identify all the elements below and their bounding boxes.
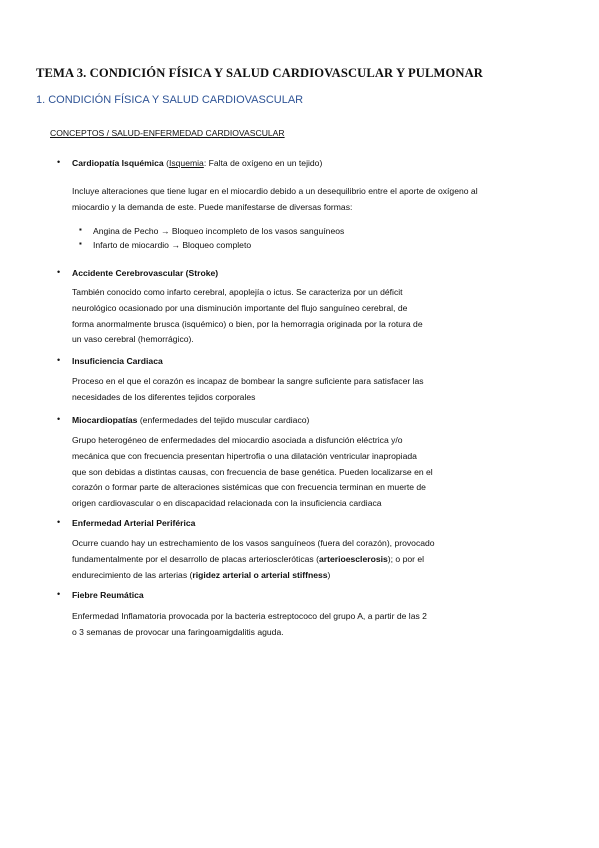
- bullet-icon: •: [57, 157, 61, 167]
- item-title: Insuficiencia Cardiaca: [72, 356, 163, 366]
- page-title: TEMA 3. CONDICIÓN FÍSICA Y SALUD CARDIOVASCULAR Y PULMONAR: [36, 66, 483, 80]
- item-title: Accidente Cerebrovascular (Stroke): [72, 268, 219, 278]
- item-title: Enfermedad Arterial Periférica: [72, 518, 196, 528]
- concepts-heading: CONCEPTOS / SALUD-ENFERMEDAD CARDIOVASCULAR: [50, 128, 285, 138]
- bullet-icon: •: [57, 355, 61, 365]
- item-description: Incluye alteraciones que tiene lugar en el miocardio debido a un desequilibrio entre el aporte de oxígeno al miocardio y la demanda de este. Puede manifestarse de diversas formas:: [72, 186, 478, 212]
- bullet-icon: •: [57, 589, 61, 599]
- item-description: Proceso en el que el corazón es incapaz de bombear la sangre suficiente para satisfacer las necesidades de los diferentes tejidos corporales: [72, 376, 424, 402]
- item-title: Miocardiopatías: [72, 415, 138, 425]
- bullet-icon: •: [57, 267, 61, 277]
- item-description: Ocurre cuando hay un estrechamiento de los vasos sanguíneos (fuera del corazón), provocado fundamentalmente por el desarrollo de placas arterioscleróticas (arterioesclerosis); o por el endurecimiento de las arterias (rigidez arterial o arterial stiffness): [72, 538, 435, 580]
- term-arterioesclerosis: arterioesclerosis: [318, 553, 388, 564]
- sub-bullet-icon: ▪: [79, 239, 82, 248]
- bullet-icon: •: [57, 414, 61, 424]
- item-description: Enfermedad Inflamatoria provocada por la bacteria estreptococo del grupo A, a partir de las 2 o 3 semanas de provocar una faringoamigdalitis aguda.: [72, 611, 427, 637]
- item-description: Grupo heterogéneo de enfermedades del miocardio asociada a disfunción eléctrica y/o mecánica que con frecuencia presentan hipertrofia o una dilatación ventricular inapropiada que son debidas a distintas causas, con frecuencia de base genética. Pueden localizarse en el corazón o formar parte de alteraciones sistémicas que con frecuencia terminan en muerte de origen cardiovascular o en discapacidad relacionada con la insuficiencia cardiaca: [72, 435, 433, 509]
- sub-bullet-icon: ▪: [79, 225, 82, 234]
- item-description: También conocido como infarto cerebral, apoplejía o ictus. Se caracteriza por un déficit neurológico ocasionado por una disminución importante del flujo sanguíneo cerebral, de forma anormalmente brusca (isquémico) o bien, por la hemorragia originada por la rotura de un vaso cerebral (hemorrágico).: [72, 287, 423, 345]
- item-title: Fiebre Reumática: [72, 590, 144, 600]
- term-isquemia: Isquemia: [168, 158, 204, 168]
- item-title: Cardiopatía Isquémica: [72, 158, 164, 168]
- bullet-icon: •: [57, 517, 61, 527]
- section-heading: 1. CONDICIÓN FÍSICA Y SALUD CARDIOVASCULAR: [36, 94, 304, 106]
- term-rigidez-arterial: rigidez arterial o arterial stiffness: [192, 569, 328, 580]
- document-page: TEMA 3. CONDICIÓN FÍSICA Y SALUD CARDIOVASCULAR Y PULMONAR 1. CONDICIÓN FÍSICA Y SALUD CARDIOVASCULAR CONCEPTOS / SALUD-ENFERMEDAD CARDIOVASCULAR • Cardiopatía Isquémica (Isquemia: Falta de oxígeno en un tejido) Incluye alteraciones que tiene lugar en el miocardio debido a un desequilibrio entre el aporte de oxígeno al miocardio y la demanda de este. Puede manifestarse de diversas formas: ▪ Angina de Pecho → Bloqueo incompleto de los vasos sanguíneos ▪ Infarto de miocardio → Bloqueo completo • Accidente Cerebrovascular (Stroke) También conocido como infarto cerebral, apoplejía o ictus. Se caracteriza por un déficit neurológico ocasionado por una disminución importante del flujo sanguíneo cerebral, de forma anormalmente brusca (isquémico) o bien, por la hemorragia originada por la rotura de un vaso cerebral (hemorrágico). • Insuficiencia Cardiaca Proceso en el que el corazón es incapaz de bombear la sangre suficiente para satisfacer las necesidades de los diferentes tejidos corporales • Miocardiopatías (enfermedades del tejido muscular cardiaco) Grupo heterogéneo de enfermedades del miocardio asociada a disfunción eléctrica y/o mecánica que con frecuencia presentan hipertrofia o una dilatación ventricular inapropiada que son debidas a distintas causas, con frecuencia de base genética. Pueden localizarse en el corazón o formar parte de alteraciones sistémicas que con frecuencia terminan en muerte de origen cardiovascular o en discapacidad relacionada con la insuficiencia cardiaca • Enfermedad Arterial Periférica Ocurre cuando hay un estrechamiento de los vasos sanguíneos (fuera del corazón), provocado fundamentalmente por el desarrollo de placas arterioscleróticas (arterioesclerosis); o por el endurecimiento de las arterias (rigidez arterial o arterial stiffness) • Fiebre Reumática Enfermedad Inflamatoria provocada por la bacteria estreptococo del grupo A, a partir de las 2 o 3 semanas de provocar una faringoamigdalitis aguda.: [0, 0, 599, 848]
